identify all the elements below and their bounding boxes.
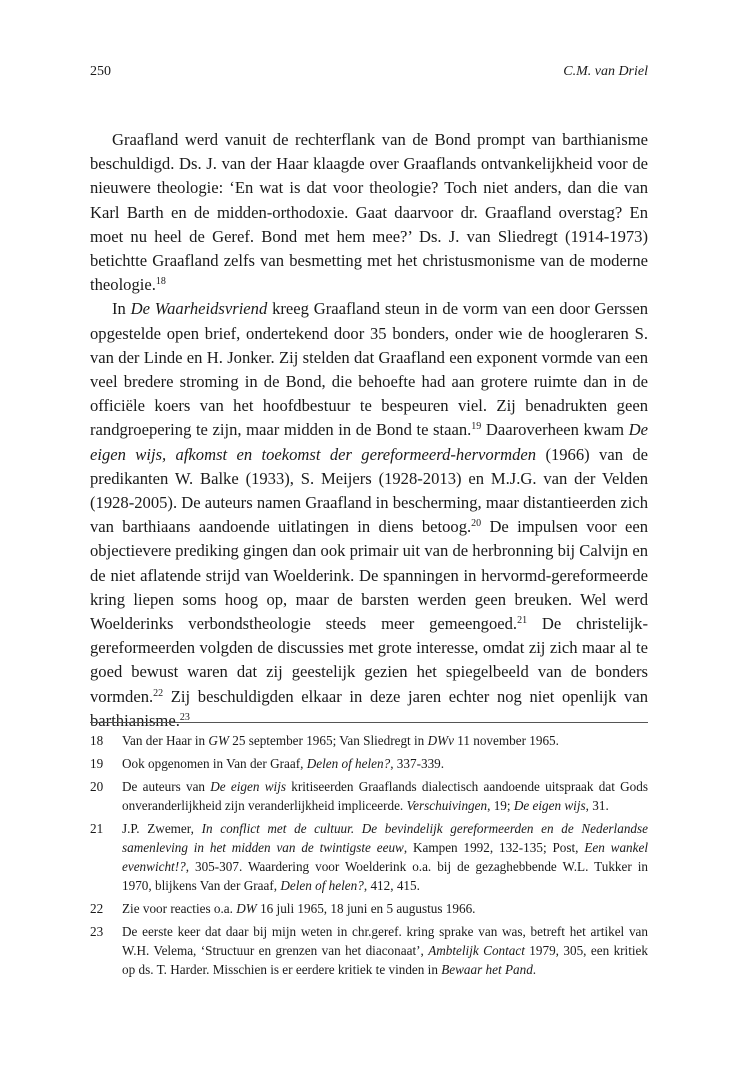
book-title: De eigen wijs, afkomst en toekomst der gereformeerd-hervormden — [90, 420, 649, 464]
footnote-ref-21[interactable]: 21 — [517, 615, 528, 627]
footnote-italic: Verschuivingen — [406, 798, 488, 813]
paragraph-2-text: De impulsen voor een objectievere prediking gingen dan ook primair uit van de herbronning bij Calvijn en de niet aflatende strijd van Woelderink. De spanningen in hervormd-gereformeerde kring liepen soms hoog op, maar de barsten werden geen breuken. Wel werd Woelderinks verbondstheologie steeds meer gemeengoed. — [90, 517, 648, 634]
footnote-italic: Een wankel evenwicht!? — [122, 840, 649, 874]
paragraph-2-text: Daaroverheen kwam — [481, 420, 629, 440]
paragraph-2-text: De christelijk-gereformeerden volgden de discussies met grote interesse, omdat zij zich maar al te goed bewust waren dat zij geestelijk gezien het spiegelbeeld van de bonders vormden. — [90, 614, 648, 706]
footnote-text: 16 juli 1965, 18 juni en 5 augustus 1966. — [256, 901, 476, 916]
footnote-text: J.P. Zwemer, — [122, 821, 202, 836]
footnote-italic: Delen of helen? — [306, 756, 391, 771]
footnote-text: , 31. — [585, 798, 609, 813]
footnote-text: . — [532, 962, 537, 977]
footnote-ref-22[interactable]: 22 — [153, 687, 164, 699]
footnote-ref-18[interactable]: 18 — [155, 276, 166, 288]
paragraph-2-text: Zij beschuldigden elkaar in deze jaren echter nog niet openlijk van barthianisme. — [90, 686, 648, 730]
running-header — [90, 64, 648, 84]
journal-title: De Waarheidsvriend — [130, 299, 268, 319]
footnote-italic: Ambtelijk Contact — [428, 943, 525, 958]
footnote-text: 11 november 1965. — [453, 733, 559, 748]
paragraph-1 — [90, 128, 648, 297]
main-text — [90, 128, 648, 733]
footnote-text: Ook opgenomen in Van der Graaf, — [122, 756, 307, 771]
footnote-text: Van der Haar in — [122, 733, 209, 748]
paragraph-1-text: Graafland werd vanuit de rechterflank van de Bond prompt van barthianisme beschuldigd. Ds. J. van der Haar klaagde over Graaflands ontvankelijkheid voor de nieuwere theologie: ‘En wat is dat voor theologie? Toch niet anders, dan die van Karl Barth en de midden-orthodoxie. Gaat daarvoor dr. Graafland overstag? En moet nu heel de Geref. Bond met hem mee?’ Ds. J. van Sliedregt (1914-1973) betichtte Graafland zelfs van besmetting met het christusmonisme van de moderne theologie. — [90, 130, 648, 295]
paragraph-2-text: In — [112, 299, 131, 319]
footnote-italic: Delen of helen? — [280, 878, 364, 893]
footnote-ref-19[interactable]: 19 — [471, 421, 482, 433]
footnote-18 — [90, 731, 648, 750]
footnote-italic: In conflict met de cultuur. De bevindelijk gereformeerden en de Nederlandse samenleving in het midden van de twintigste eeuw — [122, 821, 648, 855]
footnote-divider — [90, 722, 648, 723]
footnote-text: De eerste keer dat daar bij mijn weten in chr.geref. kring sprake van was, betreft het artikel van W.H. Velema, ‘Structuur en grenzen van het diaconaat’, — [122, 924, 648, 958]
footnotes — [90, 731, 648, 983]
footnote-italic: De eigen wijs — [210, 779, 286, 794]
footnote-number: 18 — [90, 733, 104, 748]
running-head-author: C.M. van Driel — [563, 64, 648, 79]
footnote-text: kritiseerden Graaflands dialectisch aandoende uitspraak dat Gods onveranderlijkheid zijn veranderlijkheid impliceerde. — [122, 779, 648, 813]
footnote-text: , 19; — [487, 798, 514, 813]
footnote-italic: DWv — [427, 733, 454, 748]
footnote-number: 19 — [90, 756, 104, 771]
footnote-number: 22 — [90, 901, 104, 916]
footnote-19 — [90, 754, 648, 773]
footnote-italic: De eigen wijs — [513, 798, 586, 813]
footnote-ref-20[interactable]: 20 — [471, 518, 482, 530]
footnote-text: , Kampen 1992, 132-135; Post, — [403, 840, 585, 855]
footnote-text: 1979, 305, een kritiek op ds. T. Harder. Misschien is er eerdere kritiek te vinden in — [122, 943, 648, 977]
footnote-text: , 337-339. — [390, 756, 445, 771]
page-number: 250 — [90, 64, 111, 79]
paragraph-2 — [90, 297, 648, 733]
footnote-italic: DW — [236, 901, 257, 916]
footnote-number: 20 — [90, 779, 104, 794]
footnote-23 — [90, 922, 648, 979]
footnote-22 — [90, 899, 648, 918]
footnote-number: 23 — [90, 924, 104, 939]
footnote-number: 21 — [90, 821, 104, 836]
footnote-text: , 305-307. Waardering voor Woelderink o.a. bij de gezaghebbende W.L. Tukker in 1970, blijkens Van der Graaf, — [122, 859, 648, 893]
footnote-text: 25 september 1965; Van Sliedregt in — [228, 733, 428, 748]
footnote-italic: GW — [208, 733, 229, 748]
footnote-italic: Bewaar het Pand — [441, 962, 533, 977]
footnote-21 — [90, 819, 648, 895]
footnote-ref-23[interactable]: 23 — [179, 711, 190, 723]
paragraph-2-text: kreeg Graafland steun in de vorm van een door Gerssen opgestelde open brief, ondertekend door 35 bonders, onder wie de hoogleraren S. van der Linde en H. Jonker. Zij stelden dat Graafland een exponent vormde van een veel bredere stroming in de Bond, die behoefte had aan grotere ruimte dan in de officiële koers van het hoofdbestuur te bespeuren viel. Zij benadrukten geen randgroepering te zijn, maar midden in de Bond te staan. — [90, 299, 648, 440]
paragraph-2-text: (1966) van de predikanten W. Balke (1933), S. Meijers (1928-2013) en M.J.G. van der Velden (1928-2005). De auteurs namen Graafland in bescherming, maar distantieerden zich van barthiaans aandoende uitlatingen in diens betoog. — [90, 444, 648, 537]
footnote-text: De auteurs van — [122, 779, 211, 794]
footnote-text: Zie voor reacties o.a. — [122, 901, 237, 916]
footnote-text: , 412, 415. — [363, 878, 420, 893]
footnote-20 — [90, 777, 648, 815]
